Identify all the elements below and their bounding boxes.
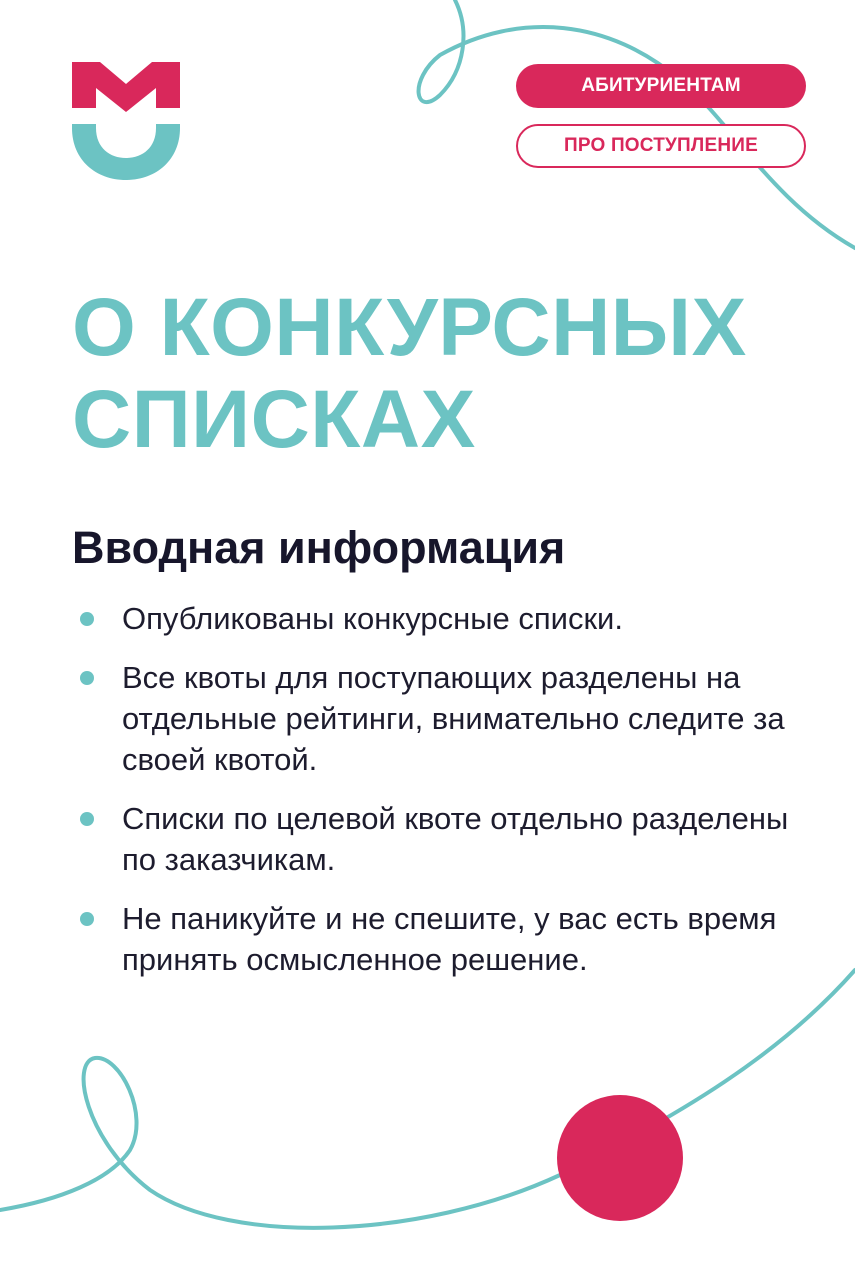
- list-item-text: Все квоты для поступающих разделены на отдельные рейтинги, внимательно следите за своей квотой.: [122, 660, 785, 777]
- info-list: [78, 598, 818, 998]
- list-item: [78, 598, 818, 639]
- section-heading: Вводная информация: [72, 522, 566, 573]
- applicants-badge-label: АБИТУРИЕНТАМ: [581, 75, 741, 96]
- list-item-text: Списки по целевой квоте отдельно разделены по заказчикам.: [122, 801, 789, 877]
- applicants-badge: [516, 64, 806, 108]
- list-item: [78, 798, 818, 880]
- bullet-dot-icon: [80, 671, 94, 685]
- bullet-dot-icon: [80, 812, 94, 826]
- admission-badge-label: ПРО ПОСТУПЛЕНИЕ: [564, 135, 758, 156]
- page-title-line-2: СПИСКАХ: [72, 374, 476, 465]
- admission-badge: [516, 124, 806, 168]
- list-item-text: Не паникуйте и не спешите, у вас есть время принять осмысленное решение.: [122, 901, 777, 977]
- bullet-dot-icon: [80, 912, 94, 926]
- university-logo-icon: [72, 62, 180, 180]
- bullet-dot-icon: [80, 612, 94, 626]
- list-item: [78, 657, 818, 780]
- decorative-circle-icon: [557, 1095, 683, 1221]
- list-item-text: Опубликованы конкурсные списки.: [122, 601, 623, 636]
- page-title: [72, 282, 747, 466]
- bottom-curve: [0, 970, 855, 1228]
- page-title-line-1: О КОНКУРСНЫХ: [72, 282, 747, 373]
- list-item: [78, 898, 818, 980]
